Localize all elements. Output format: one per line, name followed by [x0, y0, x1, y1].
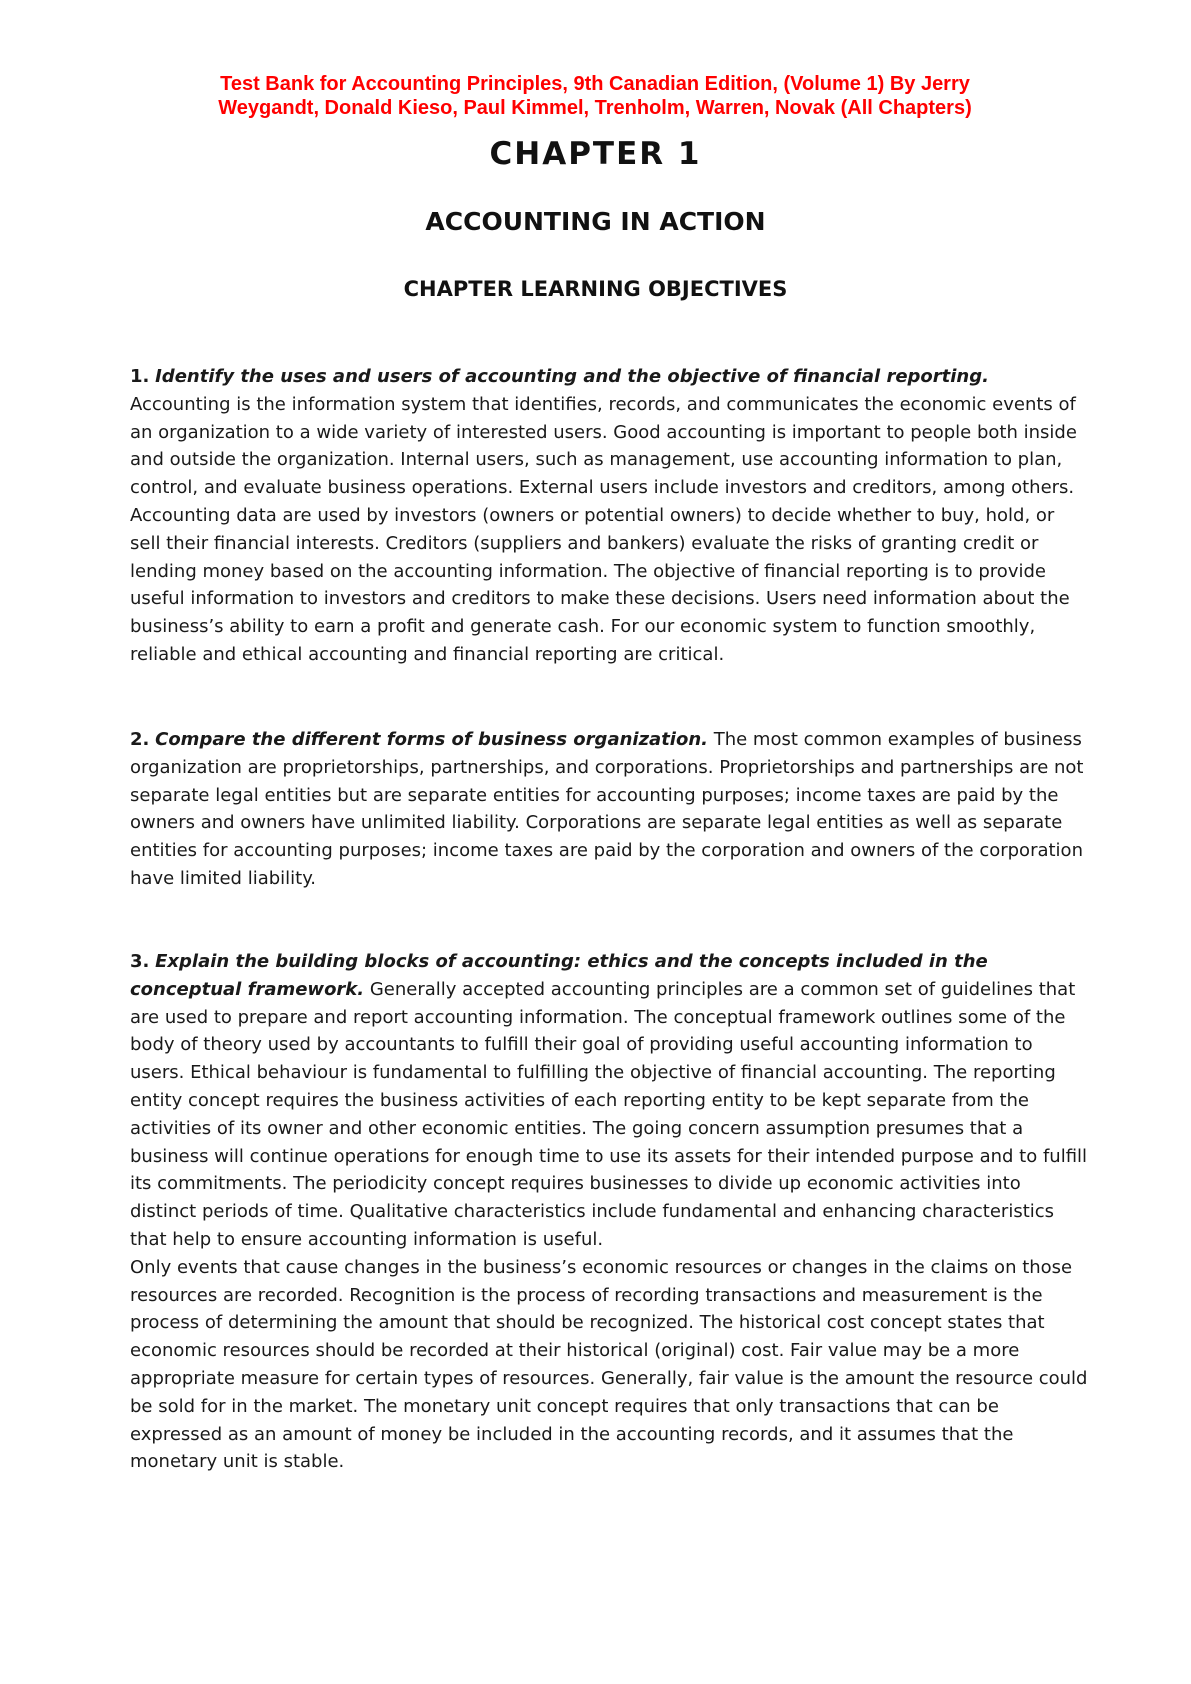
objective-number: 1.	[130, 366, 150, 387]
objective-body: Generally accepted accounting principles are a common set of guidelines that are used to prepare and report accounting information. The conceptual framework outlines some of the body of theory used by accountants to fulfill their goal of providing useful accounting information to users. Ethical behaviour is fundamental to fulfilling the objective of financial accounting. The reporting entity concept requires the business activities of each reporting entity to be kept separate from the activities of its owner and other economic entities. The going concern assumption presumes that a business will continue operations for enough time to use its assets for their intended purpose and to fulfill its commitments. The periodicity concept requires businesses to divide up economic activities into distinct periods of time. Qualitative characteristics include fundamental and enhancing characteristics that help to ensure accounting information is useful.	[130, 978, 1088, 1250]
test-bank-banner	[150, 72, 1040, 120]
objective-body: Accounting is the information system that identifies, records, and communicates the economic events of an organization to a wide variety of interested users. Good accounting is important to people both inside and outside the organization. Internal users, such as management, use accounting information to plan, control, and evaluate business operations. External users include investors and creditors, among others. Accounting data are used by investors (owners or potential owners) to decide whether to buy, hold, or sell their financial interests. Creditors (suppliers and bankers) evaluate the risks of granting credit or lending money based on the accounting information. The objective of financial reporting is to provide useful information to investors and creditors to make these decisions. Users need information about the business’s ability to earn a profit and generate cash. For our economic system to function smoothly, reliable and ethical accounting and financial reporting are critical.	[130, 393, 1077, 665]
learning-objectives-heading: CHAPTER LEARNING OBJECTIVES	[403, 277, 788, 301]
learning-objective-2	[130, 726, 1090, 893]
banner-line-2: Weygandt, Donald Kieso, Paul Kimmel, Trenholm, Warren, Novak (All Chapters)	[218, 97, 972, 119]
chapter-subtitle: ACCOUNTING IN ACTION	[425, 207, 766, 236]
objective-lead: Compare the different forms of business organization.	[155, 729, 708, 750]
objective-body: The most common examples of business organization are proprietorships, partnerships, and corporations. Proprietorships and partnerships are not separate legal entities but are separate entities for accounting purposes; income taxes are paid by the owners and owners have unlimited liability. Corporations are separate legal entities as well as separate entities for accounting purposes; income taxes are paid by the corporation and owners of the corporation have limited liability.	[130, 729, 1084, 889]
objective-lead: Identify the uses and users of accounting and the objective of financial reporting.	[155, 366, 989, 387]
objective-number: 2.	[130, 729, 150, 750]
learning-objective-3	[130, 948, 1090, 1476]
objective-lead: Explain the building blocks of accounting: ethics and the concepts included in the conceptual framework.	[130, 951, 988, 1000]
banner-line-1: Test Bank for Accounting Principles, 9th Canadian Edition, (Volume 1) By Jerry	[220, 73, 970, 95]
objective-continuation: Only events that cause changes in the business’s economic resources or changes in the claims on those resources are recorded. Recognition is the process of recording transactions and measurement is the process of determining the amount that should be recognized. The historical cost concept states that economic resources should be recorded at their historical (original) cost. Fair value may be a more appropriate measure for certain types of resources. Generally, fair value is the amount the resource could be sold for in the market. The monetary unit concept requires that only transactions that can be expressed as an amount of money be included in the accounting records, and it assumes that the monetary unit is stable.	[130, 1256, 1088, 1473]
learning-objective-1	[130, 363, 1090, 669]
chapter-title: CHAPTER 1	[489, 136, 702, 172]
objective-number: 3.	[130, 951, 150, 972]
